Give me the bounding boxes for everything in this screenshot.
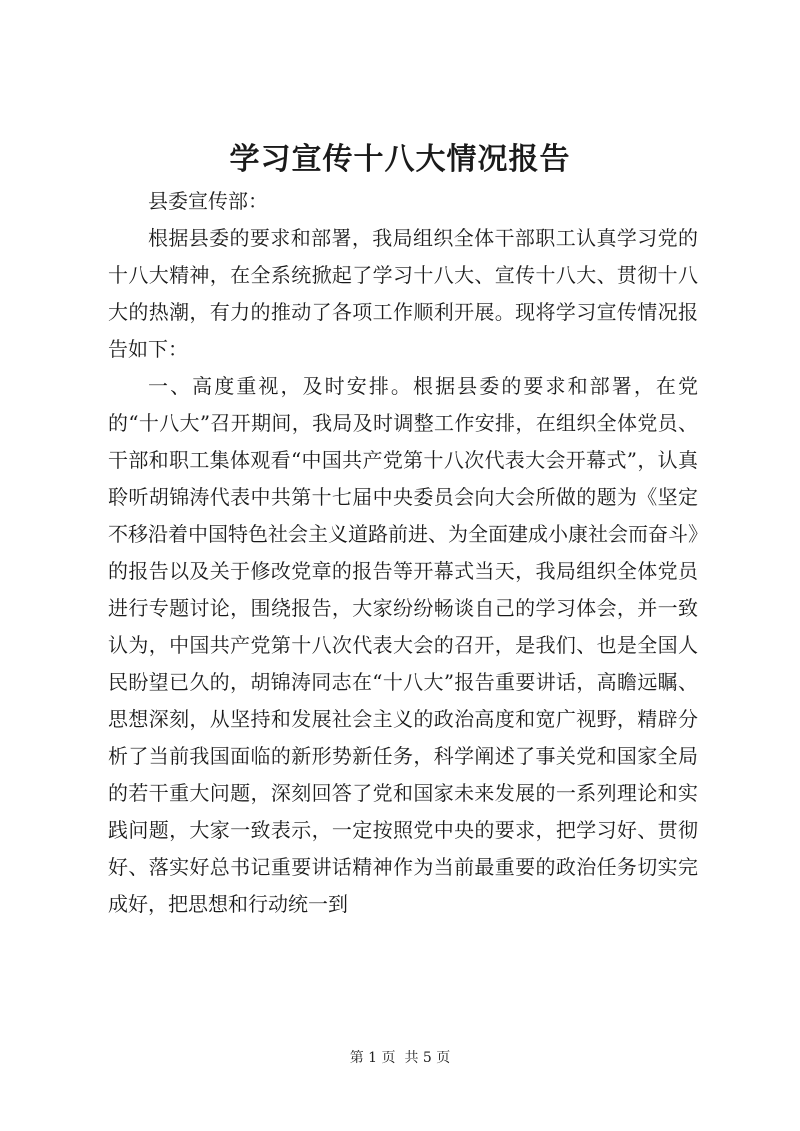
- paragraph-intro: 根据县委的要求和部署，我局组织全体干部职工认真学习党的十八大精神，在全系统掀起了学习十八大、宣传十八大、贯彻十八大的热潮，有力的推动了各项工作顺利开展。现将学习宣传情况报告如下：: [108, 226, 698, 361]
- paragraph-section-one: 一、高度重视，及时安排。根据县委的要求和部署，在党的“十八大”召开期间，我局及时调整工作安排，在组织全体党员、干部和职工集体观看“中国共产党第十八次代表大会开幕式”，认真聆听胡锦涛代表中共第十七届中央委员会向大会所做的题为《坚定不移沿着中国特色社会主义道路前进、为全面建成小康社会而奋斗》的报告以及关于修改党章的报告等开幕式当天，我局组织全体党员进行专题讨论，围绕报告，大家纷纷畅谈自己的学习体会，并一致认为，中国共产党第十八次代表大会的召开，是我们、也是全国人民盼望已久的，胡锦涛同志在“十八大”报告重要讲话，高瞻远瞩、思想深刻，从坚持和发展社会主义的政治高度和宽广视野，精辟分析了当前我国面临的新形势新任务，科学阐述了事关党和国家全局的若干重大问题，深刻回答了党和国家未来发展的一系列理论和实践问题，大家一致表示，一定按照党中央的要求，把学习好、贯彻好、落实好总书记重要讲话精神作为当前最重要的政治任务切实完成好，把思想和行动统一到: [108, 374, 698, 916]
- document-body: [108, 183, 698, 923]
- document-title: 学习宣传十八大情况报告: [229, 142, 571, 177]
- page-number-label: 第 1 页 共 5 页: [349, 1050, 451, 1066]
- salutation: 县委宣传部：: [148, 189, 268, 213]
- page-footer: [0, 1048, 800, 1068]
